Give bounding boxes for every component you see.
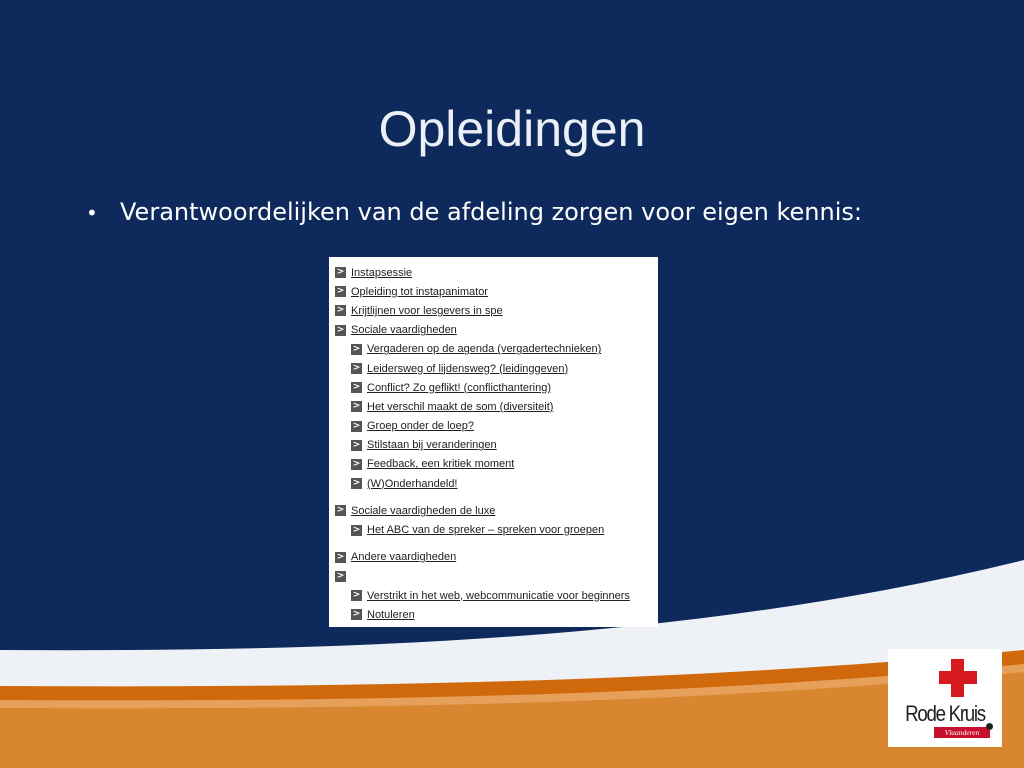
bullet-point xyxy=(86,198,862,226)
arrow-right-icon: > xyxy=(336,505,345,516)
logo-dot xyxy=(986,723,993,730)
rode-kruis-logo xyxy=(888,649,1002,747)
logo-name: Rode Kruis xyxy=(905,701,985,726)
course-link[interactable]: Sociale vaardigheden de luxe xyxy=(351,504,496,517)
course-link[interactable]: Andere vaardigheden xyxy=(351,551,457,564)
bullet-icon: • xyxy=(86,201,98,225)
course-list-item xyxy=(329,567,658,586)
arrow-right-icon: > xyxy=(352,524,361,535)
arrow-right-icon: > xyxy=(336,551,345,562)
arrow-right-icon: > xyxy=(336,267,345,278)
course-link[interactable]: Notuleren xyxy=(367,608,415,621)
arrow-right-icon: > xyxy=(352,420,361,431)
course-link[interactable]: Verstrikt in het web, webcommunicatie voor beginners xyxy=(367,589,630,602)
arrow-right-icon: > xyxy=(352,478,361,489)
course-list-item xyxy=(329,605,658,624)
course-link[interactable]: Opleiding tot instapanimator xyxy=(351,285,488,298)
course-list-item xyxy=(329,520,658,539)
course-list-item xyxy=(329,548,658,567)
course-list-item xyxy=(329,417,658,436)
red-cross-icon xyxy=(888,649,1002,701)
arrow-right-icon: > xyxy=(352,590,361,601)
course-list-item xyxy=(329,321,658,340)
course-list-item xyxy=(329,378,658,397)
course-link[interactable]: Feedback, een kritiek moment xyxy=(367,458,515,471)
bullet-text: Verantwoordelijken van de afdeling zorgen voor eigen kennis: xyxy=(120,198,862,226)
course-list-item xyxy=(329,586,658,605)
course-list-item xyxy=(329,263,658,282)
arrow-right-icon: > xyxy=(336,286,345,297)
arrow-right-icon: > xyxy=(336,305,345,316)
arrow-right-icon: > xyxy=(336,570,345,581)
arrow-right-icon: > xyxy=(352,382,361,393)
arrow-right-icon: > xyxy=(352,458,361,469)
course-link[interactable]: Conflict? Zo geflikt! (conflicthantering) xyxy=(367,381,552,394)
course-link[interactable]: Groep onder de loep? xyxy=(367,420,475,433)
arrow-right-icon: > xyxy=(336,324,345,335)
course-link[interactable]: (W)Onderhandeld! xyxy=(367,477,458,490)
course-list-item xyxy=(329,359,658,378)
course-link[interactable]: Het verschil maakt de som (diversiteit) xyxy=(367,400,554,413)
course-link[interactable]: Sociale vaardigheden xyxy=(351,324,457,337)
arrow-right-icon: > xyxy=(352,609,361,620)
arrow-right-icon: > xyxy=(352,401,361,412)
course-list-item xyxy=(329,282,658,301)
logo-subtitle: Vlaanderen xyxy=(934,727,990,738)
course-list-item xyxy=(329,301,658,320)
course-link[interactable]: Het ABC van de spreker – spreken voor groepen xyxy=(367,524,605,537)
slide-title: Opleidingen xyxy=(378,101,646,157)
course-link[interactable]: Instapsessie xyxy=(351,266,413,279)
course-link[interactable]: Vergaderen op de agenda (vergadertechnieken) xyxy=(367,343,602,356)
course-list-item xyxy=(329,436,658,455)
course-link[interactable]: Stilstaan bij veranderingen xyxy=(367,439,497,452)
arrow-right-icon: > xyxy=(352,343,361,354)
course-link[interactable]: Leidersweg of lijdensweg? (leidinggeven) xyxy=(367,362,569,375)
arrow-right-icon: > xyxy=(352,439,361,450)
course-list-item xyxy=(329,455,658,474)
course-list-item xyxy=(329,397,658,416)
arrow-right-icon: > xyxy=(352,363,361,374)
course-list-item xyxy=(329,340,658,359)
course-list-screenshot xyxy=(329,257,658,627)
course-list-item xyxy=(329,474,658,493)
course-link[interactable]: Krijtlijnen voor lesgevers in spe xyxy=(351,304,503,317)
course-list-item xyxy=(329,501,658,520)
